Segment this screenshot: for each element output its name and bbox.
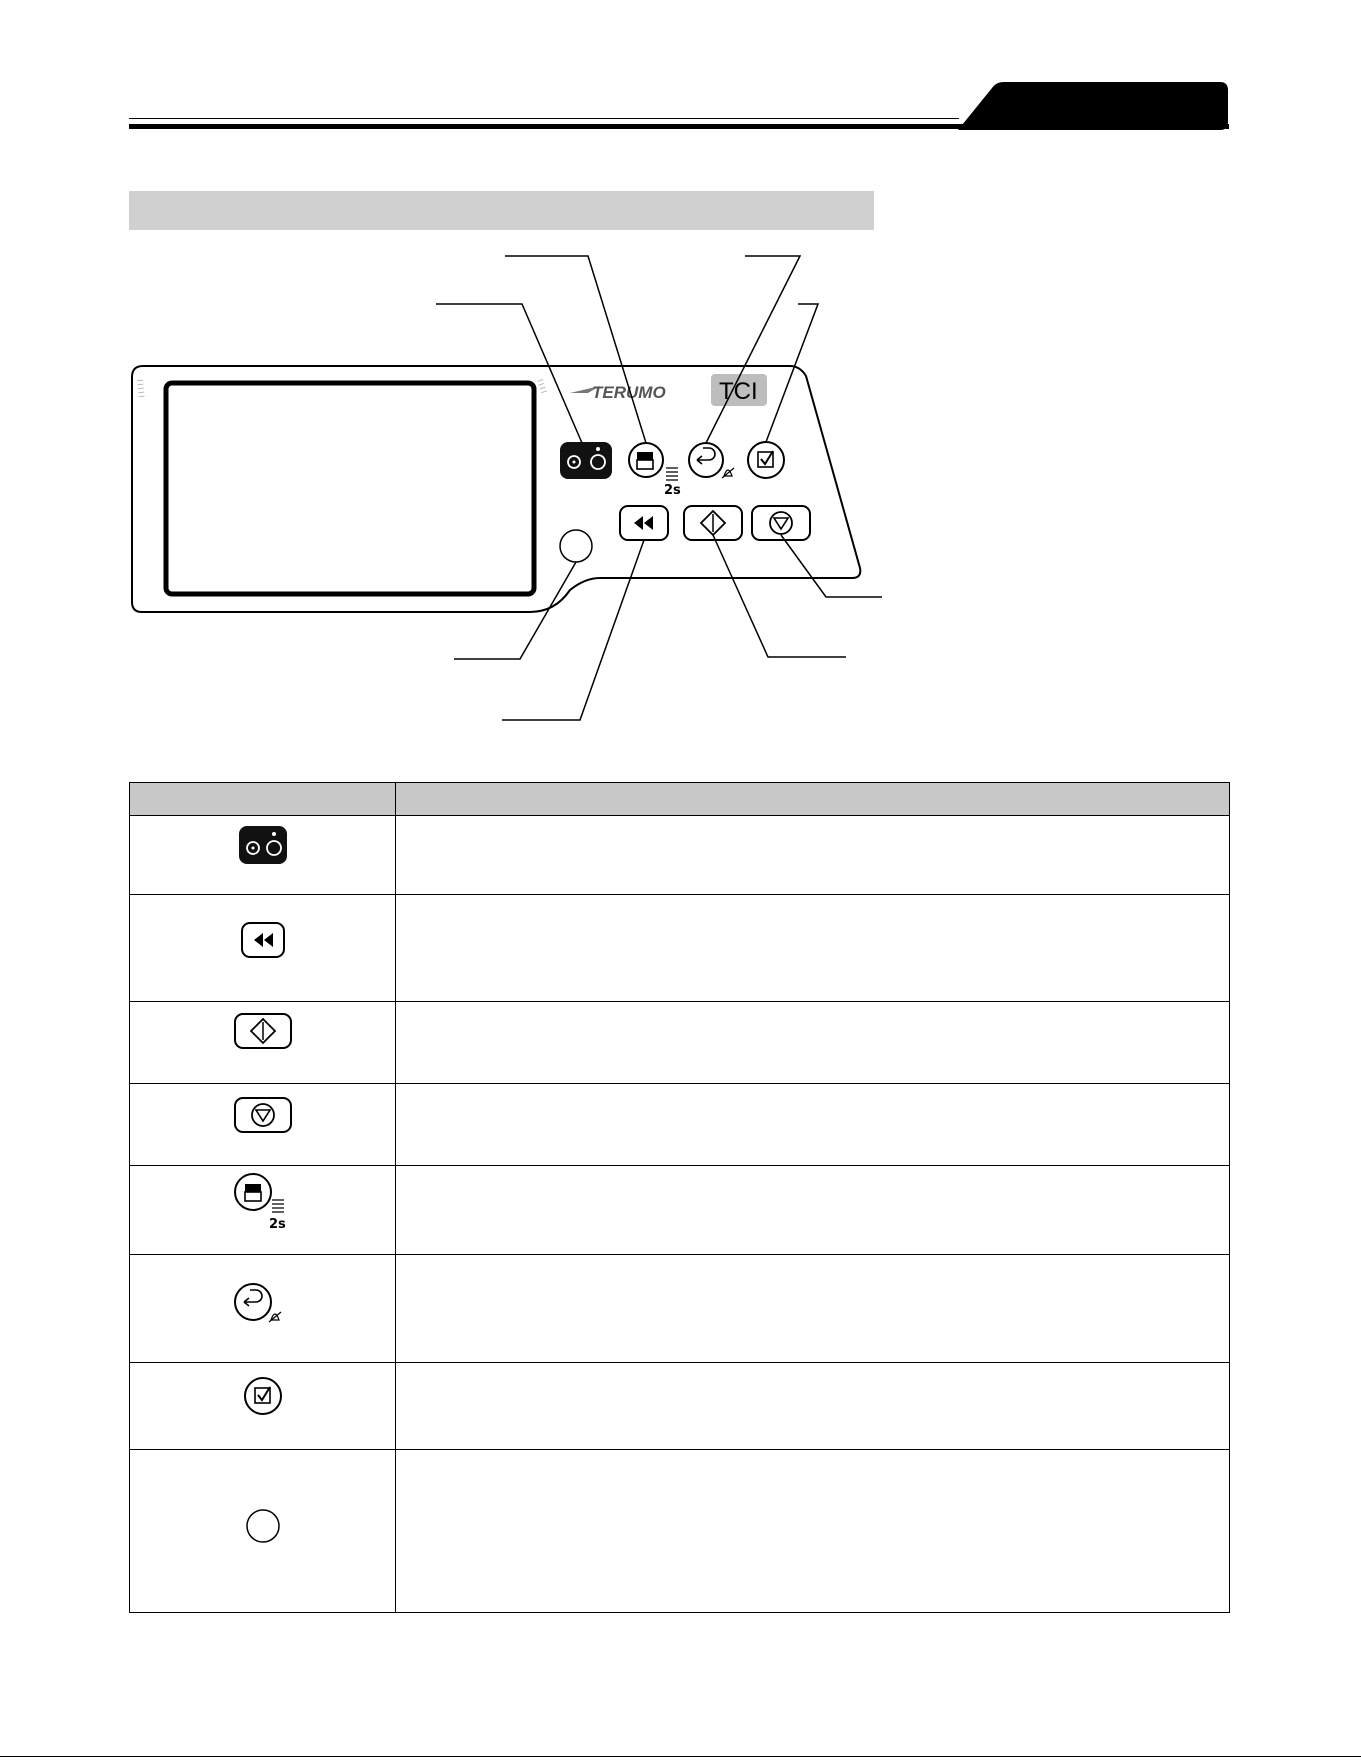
table-row	[130, 895, 1230, 1002]
key-icon-cell	[130, 1002, 396, 1084]
key-description	[396, 1363, 1230, 1450]
table-row	[130, 1084, 1230, 1166]
table-row	[130, 1255, 1230, 1363]
key-icon-cell	[130, 1084, 396, 1166]
table-row	[130, 1450, 1230, 1613]
key-description	[396, 816, 1230, 895]
power-key-icon	[238, 825, 288, 865]
key-description	[396, 1450, 1230, 1613]
key-icon-cell	[130, 1255, 396, 1363]
stop-key-icon	[234, 1097, 292, 1133]
header-description	[396, 783, 1230, 816]
key-description	[396, 1002, 1230, 1084]
footer-rule	[0, 1756, 1361, 1757]
indicator-lamp	[560, 530, 592, 562]
rewind-key-button[interactable]	[620, 506, 668, 540]
control-panel-diagram	[0, 0, 1361, 760]
key-icon-cell	[130, 1166, 396, 1255]
confirm-key-icon	[243, 1376, 283, 1416]
terumo-logo	[570, 383, 666, 402]
indicator-lamp-icon	[245, 1508, 281, 1544]
key-description	[396, 1255, 1230, 1363]
key-icon-cell	[130, 1363, 396, 1450]
stop-key-button[interactable]	[752, 506, 810, 540]
key-description	[396, 1084, 1230, 1166]
back-key-button[interactable]	[689, 443, 734, 478]
key-description	[396, 895, 1230, 1002]
key-description	[396, 1166, 1230, 1255]
key-icon-cell	[130, 816, 396, 895]
menu-key-icon	[233, 1172, 293, 1232]
key-icon-cell	[130, 1450, 396, 1613]
table-row	[130, 1166, 1230, 1255]
table-row	[130, 1363, 1230, 1450]
tci-badge-text: TCI	[719, 378, 758, 405]
start-key-button[interactable]	[684, 506, 742, 540]
table-row	[130, 1002, 1230, 1084]
key-icon-cell	[130, 895, 396, 1002]
rewind-key-icon	[241, 922, 285, 958]
menu-key-button[interactable]	[629, 443, 681, 498]
menu-hold-label: 2s	[664, 483, 681, 498]
brand-text: TERUMO	[592, 383, 666, 402]
start-key-icon	[234, 1013, 292, 1049]
lcd-screen	[166, 383, 534, 594]
menu-hold-label: 2s	[268, 1217, 286, 1232]
header-key	[130, 783, 396, 816]
back-silence-key-icon	[233, 1282, 293, 1332]
key-table	[129, 782, 1230, 1613]
table-row	[130, 816, 1230, 895]
table-header-row	[130, 783, 1230, 816]
confirm-key-button[interactable]	[748, 442, 784, 478]
power-key-button[interactable]	[560, 442, 612, 479]
